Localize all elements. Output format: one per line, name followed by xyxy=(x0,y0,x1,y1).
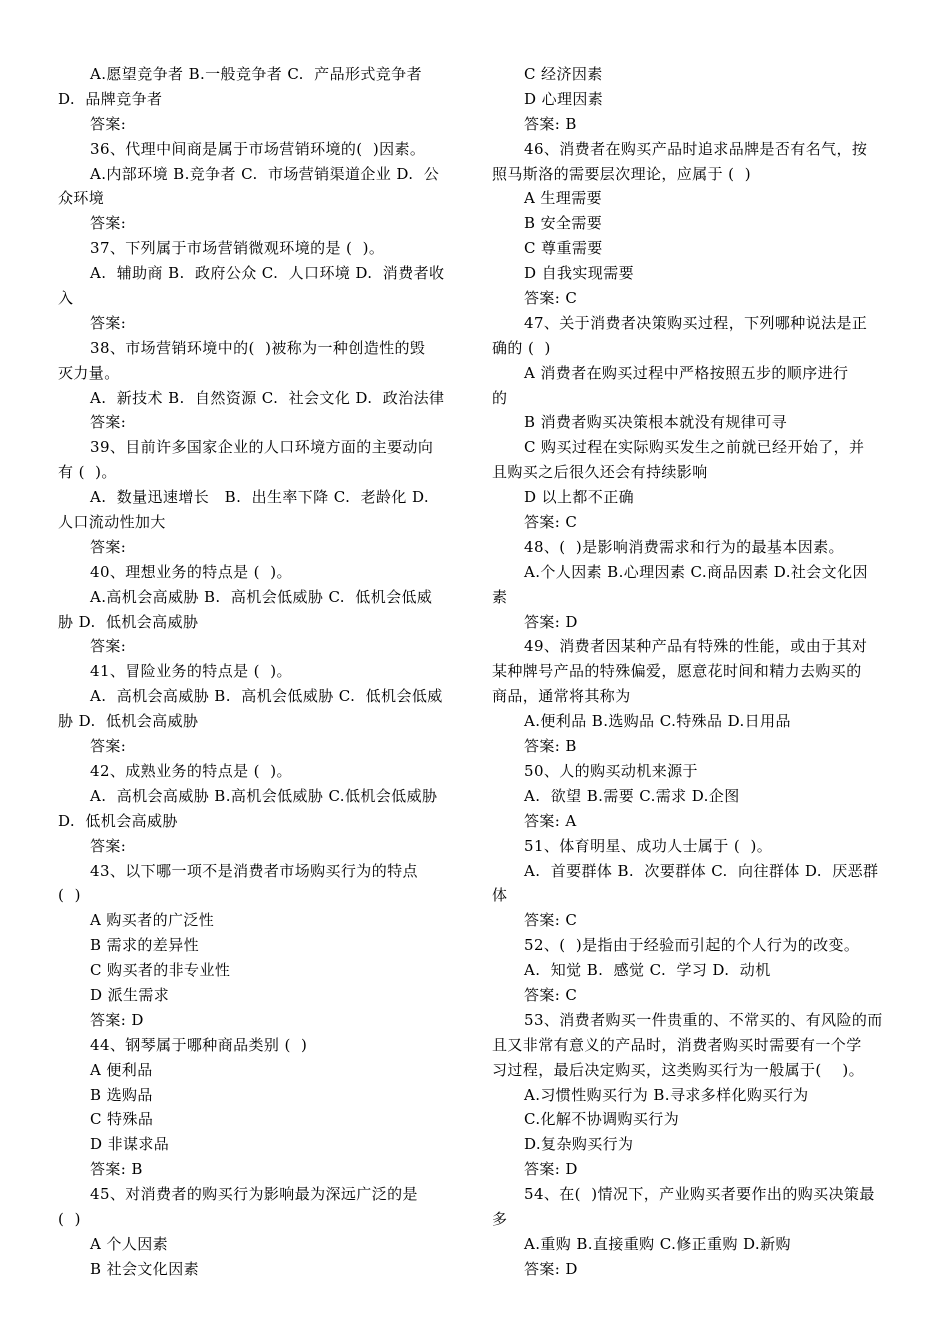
text-line: A.内部环境 B.竞争者 C. 市场营销渠道企业 D. 公 xyxy=(90,164,440,183)
text-line: A.高机会高威胁 B. 高机会低威胁 C. 低机会低威 xyxy=(90,587,433,606)
text-line: D.复杂购买行为 xyxy=(524,1135,634,1154)
text-line: 答案: xyxy=(90,214,127,233)
text-line: 54、在( )情况下，产业购买者要作出的购买决策最 xyxy=(524,1185,875,1204)
text-line: A 消费者在购买过程中严格按照五步的顺序进行 xyxy=(524,363,849,382)
text-line: 答案: xyxy=(90,114,127,133)
text-line: 52、( )是指由于经验而引起的个人行为的改变。 xyxy=(524,936,860,955)
text-line: 人口流动性加大 xyxy=(58,513,166,532)
text-line: A.重购 B.直接重购 C.修正重购 D.新购 xyxy=(524,1234,791,1253)
left-column xyxy=(58,62,454,1282)
text-line: 45、对消费者的购买行为影响最为深远广泛的是 xyxy=(90,1185,418,1204)
text-line: 答案: C xyxy=(524,289,578,308)
text-line: 40、理想业务的特点是 ( )。 xyxy=(90,562,292,581)
text-line: 答案: B xyxy=(90,1160,143,1179)
text-line: ( ) xyxy=(58,886,81,905)
text-line: 胁 D. 低机会高威胁 xyxy=(58,712,199,731)
text-line: 答案: D xyxy=(524,1259,578,1278)
text-line: 43、以下哪一项不是消费者市场购买行为的特点 xyxy=(90,861,418,880)
text-line: 照马斯洛的需要层次理论，应属于 ( ) xyxy=(492,164,752,183)
text-line: 49、消费者因某种产品有特殊的性能，或由于其对 xyxy=(524,637,868,656)
text-line: 51、体育明星、成功人士属于 ( )。 xyxy=(524,836,773,855)
text-line: D. 低机会高威胁 xyxy=(58,811,178,830)
text-line: 53、消费者购买一件贵重的、不常买的、有风险的而 xyxy=(524,1010,883,1029)
text-line: 且又非常有意义的产品时，消费者购买时需要有一个学 xyxy=(492,1035,862,1054)
text-line: 答案: xyxy=(90,836,127,855)
text-line: 答案: D xyxy=(90,1010,144,1029)
text-line: A. 高机会高威胁 B.高机会低威胁 C.低机会低威胁 xyxy=(90,786,438,805)
text-line: 答案: xyxy=(90,537,127,556)
text-line: A. 高机会高威胁 B. 高机会低威胁 C. 低机会低威 xyxy=(90,687,443,706)
text-line: B 社会文化因素 xyxy=(90,1259,199,1278)
text-line: 答案: B xyxy=(524,737,577,756)
text-line: 36、代理中间商是属于市场营销环境的( )因素。 xyxy=(90,139,426,158)
text-line: 入 xyxy=(58,289,74,308)
text-line: A.习惯性购买行为 B.寻求多样化购买行为 xyxy=(524,1085,809,1104)
text-line: 答案: C xyxy=(524,513,578,532)
text-line: 47、关于消费者决策购买过程，下列哪种说法是正 xyxy=(524,313,868,332)
text-line: 众环境 xyxy=(58,189,105,208)
text-line: 46、消费者在购买产品时追求品牌是否有名气，按 xyxy=(524,139,868,158)
text-line: C 尊重需要 xyxy=(524,239,603,258)
text-line: 答案: D xyxy=(524,1160,578,1179)
text-line: 多 xyxy=(492,1209,508,1228)
text-line: D 以上都不正确 xyxy=(524,488,634,507)
text-line: C.化解不协调购买行为 xyxy=(524,1110,680,1129)
text-line: 习过程，最后决定购买，这类购买行为一般属于( )。 xyxy=(492,1060,864,1079)
text-line: 39、目前许多国家企业的人口环境方面的主要动向 xyxy=(90,438,434,457)
text-line: 答案: C xyxy=(524,985,578,1004)
text-line: B 安全需要 xyxy=(524,214,603,233)
text-line: B 需求的差异性 xyxy=(90,936,199,955)
text-line: D 心理因素 xyxy=(524,89,604,108)
text-line: A 生理需要 xyxy=(524,189,603,208)
text-line: A.个人因素 B.心理因素 C.商品因素 D.社会文化因 xyxy=(524,562,868,581)
text-line: 44、钢琴属于哪种商品类别 ( ) xyxy=(90,1035,308,1054)
text-line: C 购买者的非专业性 xyxy=(90,961,231,980)
text-line: 且购买之后很久还会有持续影响 xyxy=(492,463,708,482)
text-line: A. 辅助商 B. 政府公众 C. 人口环境 D. 消费者收 xyxy=(90,264,445,283)
text-line: ( ) xyxy=(58,1209,81,1228)
text-line: 答案: xyxy=(90,313,127,332)
text-line: C 特殊品 xyxy=(90,1110,154,1129)
text-line: A 个人因素 xyxy=(90,1234,169,1253)
text-line: 体 xyxy=(492,886,508,905)
text-line: A 购买者的广泛性 xyxy=(90,911,215,930)
text-line: D 派生需求 xyxy=(90,985,170,1004)
text-line: D 非谋求品 xyxy=(90,1135,170,1154)
text-line: 胁 D. 低机会高威胁 xyxy=(58,612,199,631)
text-line: 的 xyxy=(492,388,508,407)
text-line: 某种牌号产品的特殊偏爱，愿意花时间和精力去购买的 xyxy=(492,662,862,681)
text-line: 答案: C xyxy=(524,911,578,930)
text-line: 37、下列属于市场营销微观环境的是 ( )。 xyxy=(90,239,385,258)
text-line: C 经济因素 xyxy=(524,65,603,83)
text-line: A. 知觉 B. 感觉 C. 学习 D. 动机 xyxy=(524,961,771,980)
text-line: D. 品牌竞争者 xyxy=(58,89,163,108)
text-line: A.愿望竞争者 B.一般竞争者 C. 产品形式竞争者 xyxy=(90,65,422,83)
text-line: 答案: xyxy=(90,413,127,432)
text-line: 41、冒险业务的特点是 ( )。 xyxy=(90,662,292,681)
text-line: A. 新技术 B. 自然资源 C. 社会文化 D. 政治法律 xyxy=(90,388,445,407)
text-line: 48、( )是影响消费需求和行为的最基本因素。 xyxy=(524,537,844,556)
text-line: 确的 ( ) xyxy=(492,338,551,357)
text-line: 答案: B xyxy=(524,114,577,133)
text-line: 有 ( )。 xyxy=(58,463,117,482)
text-line: 答案: xyxy=(90,737,127,756)
text-line: 商品，通常将其称为 xyxy=(492,687,631,706)
text-line: B 选购品 xyxy=(90,1085,153,1104)
right-column xyxy=(492,62,894,1282)
text-line: A. 首要群体 B. 次要群体 C. 向往群体 D. 厌恶群 xyxy=(524,861,879,880)
text-line: 答案: D xyxy=(524,612,578,631)
text-line: 灭力量。 xyxy=(58,363,120,382)
text-line: 素 xyxy=(492,587,508,606)
text-line: D 自我实现需要 xyxy=(524,264,634,283)
text-line: 38、市场营销环境中的( )被称为一种创造性的毁 xyxy=(90,338,426,357)
text-line: C 购买过程在实际购买发生之前就已经开始了，并 xyxy=(524,438,865,457)
text-line: A 便利品 xyxy=(90,1060,153,1079)
text-line: 50、人的购买动机来源于 xyxy=(524,761,698,780)
text-line: A. 欲望 B.需要 C.需求 D.企图 xyxy=(524,786,740,805)
text-line: A. 数量迅速增长 B. 出生率下降 C. 老龄化 D. xyxy=(90,488,430,507)
text-line: 答案: xyxy=(90,637,127,656)
text-line: A.便利品 B.选购品 C.特殊品 D.日用品 xyxy=(524,712,791,731)
text-line: 答案: A xyxy=(524,811,577,830)
text-line: B 消费者购买决策根本就没有规律可寻 xyxy=(524,413,787,432)
text-line: 42、成熟业务的特点是 ( )。 xyxy=(90,761,292,780)
